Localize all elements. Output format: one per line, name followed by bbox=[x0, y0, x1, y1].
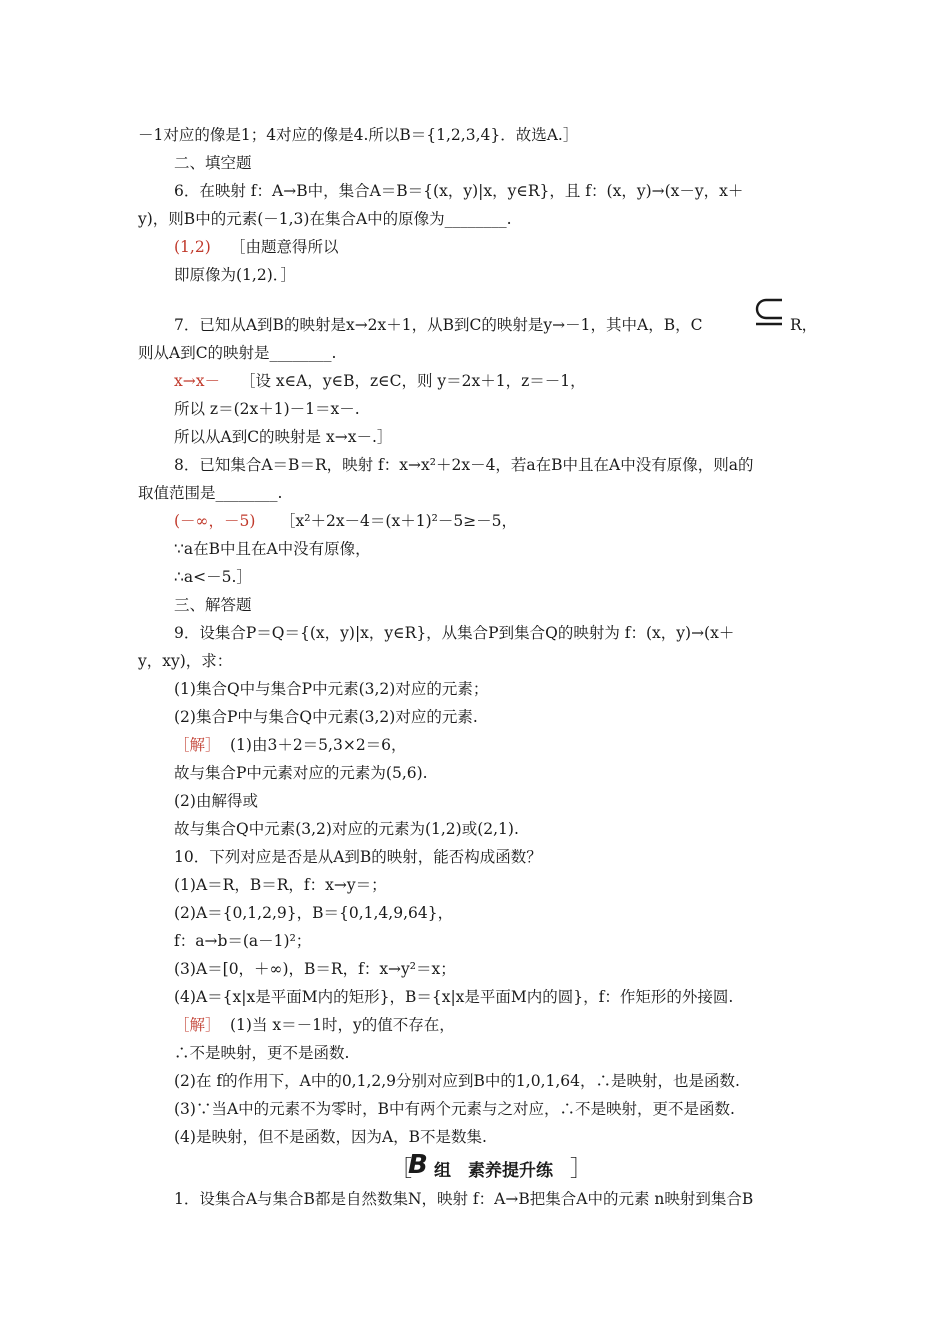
question-9: 9．设集合P＝Q＝{(x，y)|x，y∈R}，从集合P到集合Q的映射为 f：(x，y)→(x＋ bbox=[174, 624, 735, 642]
solution-line: 所以从A到C的映射是 x→x－.］ bbox=[174, 428, 393, 446]
solution-line: ［设 x∈A，y∈B，z∈C，则 y＝2x＋1，z＝－1， bbox=[240, 372, 586, 390]
section-heading: 三、解答题 bbox=[174, 596, 252, 614]
text-line: (2)A＝{0,1,2,9}，B＝{0,1,4,9,64}， bbox=[174, 904, 454, 922]
solution-line: ∴不是映射，更不是函数. bbox=[174, 1044, 350, 1062]
banner-right-bracket: ］ bbox=[570, 1157, 593, 1182]
text-line: y，xy)，求： bbox=[138, 652, 233, 670]
solution-line: ［x²＋2x－4＝(x＋1)²－5≥－5， bbox=[280, 512, 518, 530]
question-b1: 1．设集合A与集合B都是自然数集N，映射 f：A→B把集合A中的元素 n映射到集合B bbox=[174, 1190, 754, 1208]
answer-7: x→x－ bbox=[174, 372, 220, 390]
solution-line: ∵a在B中且在A中没有原像， bbox=[174, 540, 371, 558]
solution-line: (2)由解得或 bbox=[174, 792, 258, 810]
question-8: 8．已知集合A＝B＝R，映射 f：x→x²＋2x－4，若a在B中且在A中没有原像，则a的 bbox=[174, 456, 754, 474]
text-line: (1)集合Q中与集合P中元素(3,2)对应的元素； bbox=[174, 680, 489, 698]
question-6: 6．在映射 f：A→B中，集合A＝B＝{(x，y)|x，y∈R}，且 f：(x，y)→(x－y，x＋ bbox=[174, 182, 744, 200]
text-line: －1对应的像是1；4对应的像是4.所以B＝{1,2,3,4}．故选A.］ bbox=[138, 126, 579, 144]
solution-line: (1)当 x＝－1时，y的值不存在， bbox=[230, 1016, 455, 1034]
section-heading: 二、填空题 bbox=[174, 154, 252, 172]
solution-line: 故与集合P中元素对应的元素为(5,6). bbox=[174, 764, 428, 782]
solution-line: ［由题意得所以 bbox=[230, 238, 339, 256]
text-line: f：a→b＝(a－1)²； bbox=[174, 932, 312, 950]
solution-line: (4)是映射，但不是函数，因为A，B不是数集. bbox=[174, 1128, 487, 1146]
answer-8: (－∞，－5) bbox=[174, 512, 256, 530]
text-line: (3)A＝[0，＋∞)，B＝R，f：x→y²＝x； bbox=[174, 960, 456, 978]
text-line: 则从A到C的映射是________. bbox=[138, 344, 337, 362]
question-7: 7．已知从A到B的映射是x→2x＋1，从B到C的映射是y→－1，其中A，B，C bbox=[174, 316, 703, 334]
text-line: R， bbox=[790, 316, 818, 334]
subset-symbol-icon bbox=[752, 296, 786, 328]
solution-line: (1)由3＋2＝5,3×2＝6， bbox=[230, 736, 407, 754]
solution-label: ［解］ bbox=[174, 1016, 221, 1034]
banner-group-letter: B bbox=[408, 1150, 428, 1180]
text-line: (4)A＝{x|x是平面M内的矩形}，B＝{x|x是平面M内的圆}，f：作矩形的外接圆. bbox=[174, 988, 734, 1006]
text-line: y)，则B中的元素(－1,3)在集合A中的原像为________. bbox=[138, 210, 512, 228]
banner-title: 组 素养提升练 bbox=[434, 1161, 553, 1181]
text-line: 取值范围是________. bbox=[138, 484, 283, 502]
text-line: (2)集合P中与集合Q中元素(3,2)对应的元素. bbox=[174, 708, 478, 726]
solution-line: ∴a<－5.］ bbox=[174, 568, 252, 586]
solution-line: 故与集合Q中元素(3,2)对应的元素为(1,2)或(2,1). bbox=[174, 820, 519, 838]
solution-line: (3)∵当A中的元素不为零时，B中有两个元素与之对应，∴不是映射，更不是函数. bbox=[174, 1100, 735, 1118]
solution-line: 所以 z＝(2x＋1)－1＝x－. bbox=[174, 400, 360, 418]
solution-line: 即原像为(1,2)．］ bbox=[174, 266, 296, 284]
section-banner bbox=[390, 1150, 593, 1182]
answer-6: (1,2) bbox=[174, 238, 211, 256]
solution-line: (2)在 f的作用下，A中的0,1,2,9分别对应到B中的1,0,1,64，∴是映射，也是函数. bbox=[174, 1072, 740, 1090]
question-10: 10．下列对应是否是从A到B的映射，能否构成函数？ bbox=[174, 848, 542, 866]
solution-label: ［解］ bbox=[174, 736, 221, 754]
banner-left-bracket: ［ bbox=[390, 1157, 413, 1182]
text-line: (1)A＝R，B＝R，f：x→y＝； bbox=[174, 876, 387, 894]
